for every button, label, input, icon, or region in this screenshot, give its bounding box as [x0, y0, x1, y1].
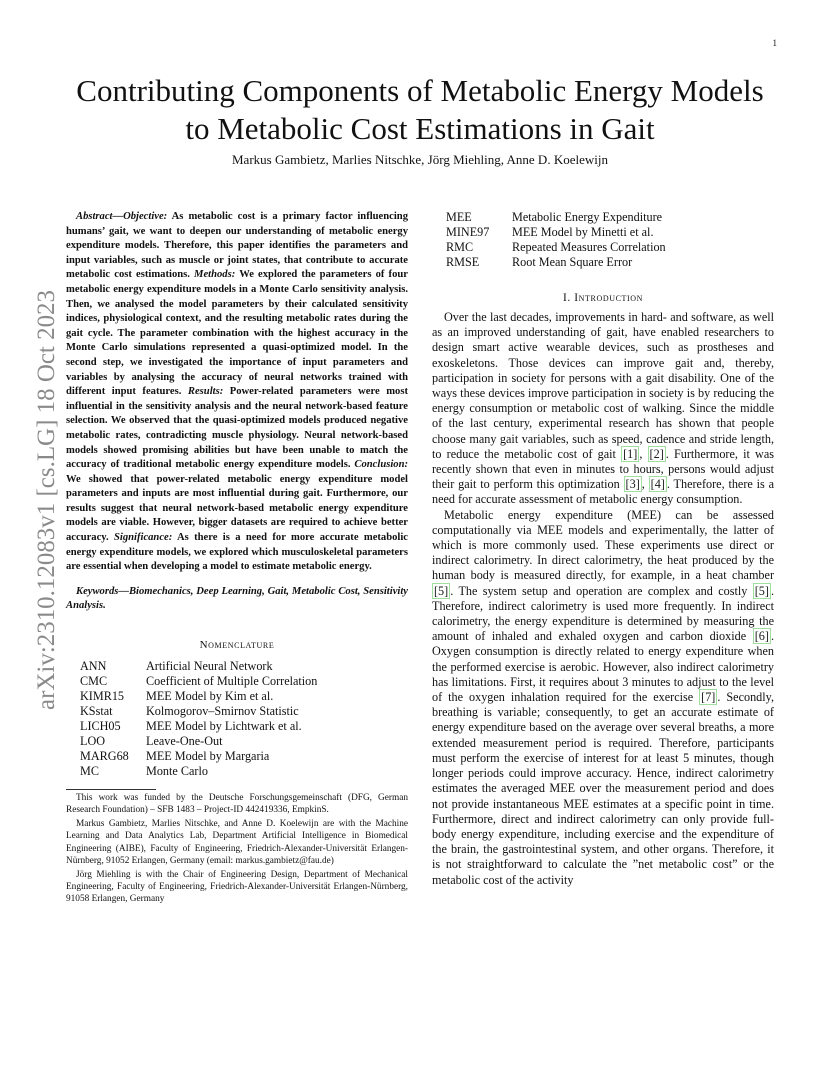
- intro-p2-text: . The system setup and operation are complex and costly: [450, 583, 753, 598]
- abstract-methods: We explored the parameters of four metabolic energy expenditure models in a Monte Carlo sensitivity analysis. Then, we analysed the model parameters by their calculated sensitivity indices, physiological context, and the resulting metabolic rates during the gait cycle. The parameter combination with the highest accuracy in the Monte Carlo simulations represented a quasi-optimized model. In the second step, we investigated the importance of input parameters and variables by analysing the accuracy of neural networks trained with different input features.: [66, 269, 408, 398]
- footnote-funding: This work was funded by the Deutsche Forschungsgemeinschaft (DFG, German Research Foundation) – SFB 1483 – Project-ID 442419336, EmpkinS.: [66, 792, 408, 816]
- paper-title: Contributing Components of Metabolic Energy Models to Metabolic Cost Estimations in Gait: [76, 73, 764, 146]
- nomenclature-def: Leave-One-Out: [146, 733, 223, 748]
- footnote-affiliation-2: Jörg Miehling is with the Chair of Engineering Design, Department of Mechanical Engineering, Faculty of Engineering, Friedrich-Alexander-Universität Erlangen-Nürnberg, 91058 Erlangen, Germany: [66, 870, 408, 905]
- nomenclature-row: [446, 255, 666, 270]
- nomenclature-def: Repeated Measures Correlation: [512, 240, 666, 254]
- nomenclature-row: [80, 704, 317, 719]
- abstract-objective: As metabolic cost is a primary factor influencing humans’ gait, we want to deepen our understanding of metabolic energy expenditure models. Therefore, this paper identifies the parameters and input variables, such as muscle or joint states, that contribute to accurate metabolic cost estimations.: [66, 211, 408, 281]
- abstract-conclusion-label: Conclusion:: [354, 459, 408, 471]
- nomenclature-abbr: KSstat: [80, 703, 113, 718]
- nomenclature-abbr: LOO: [80, 733, 106, 748]
- nomenclature-def: Coefficient of Multiple Correlation: [146, 673, 318, 688]
- nomenclature-abbr: MINE97: [446, 225, 490, 239]
- nomenclature-def: MEE Model by Margaria: [146, 748, 270, 763]
- citation-link[interactable]: [4]: [650, 477, 665, 492]
- citation-link[interactable]: [2]: [649, 446, 664, 461]
- citation-link[interactable]: [3]: [625, 477, 640, 492]
- abstract-methods-label: Methods:: [194, 269, 236, 281]
- intro-p1-text: ,: [641, 477, 649, 492]
- nomenclature-row: [446, 210, 666, 225]
- intro-p1-text: ,: [639, 446, 648, 461]
- citation-link[interactable]: [7]: [701, 690, 716, 705]
- nomenclature-def: Metabolic Energy Expenditure: [512, 210, 663, 224]
- citation-link[interactable]: [5]: [754, 583, 769, 598]
- citation-link[interactable]: [6]: [754, 629, 769, 644]
- nomenclature-abbr: CMC: [80, 673, 108, 688]
- nomenclature-abbr: ANN: [80, 658, 107, 673]
- abstract: [66, 210, 408, 575]
- nomenclature-def: Artificial Neural Network: [146, 658, 273, 673]
- right-column: [432, 210, 774, 888]
- left-column: [66, 210, 408, 906]
- keywords: Keywords—Biomechanics, Deep Learning, Gait, Metabolic Cost, Sensitivity Analysis.: [66, 585, 408, 611]
- intro-p1-text: . Therefore, there is a need for accurate assessment of metabolic energy consumption.: [432, 477, 775, 507]
- arxiv-stamp-svg: [14, 290, 74, 710]
- nomenclature-row: [80, 689, 317, 704]
- nomenclature-row: [80, 764, 317, 779]
- nomenclature-def: MEE Model by Lichtwark et al.: [146, 718, 302, 733]
- nomenclature-abbr: RMSE: [446, 255, 480, 269]
- nomenclature-row: [80, 719, 317, 734]
- nomenclature-abbr: MC: [80, 763, 99, 778]
- section-heading-introduction: I. Introduction: [562, 292, 644, 304]
- nomenclature-abbr: LICH05: [80, 718, 121, 733]
- intro-paragraph-2: [432, 508, 774, 888]
- nomenclature-def: Monte Carlo: [146, 763, 208, 778]
- nomenclature-abbr: RMC: [446, 240, 474, 254]
- arxiv-stamp-text: arXiv:2310.12083v1 [cs.LG] 18 Oct 2023: [33, 290, 60, 710]
- abstract-conclusion: We showed that power-related metabolic energy expenditure model parameters and inputs are most influential during gait. Furthermore, our results suggest that neural network-based metabolic energy expenditure models are viable. However, bigger datasets are required to achieve better accuracy.: [66, 473, 408, 544]
- nomenclature-row: [446, 240, 666, 255]
- footnote-rule: [66, 789, 156, 790]
- nomenclature-def: MEE Model by Kim et al.: [146, 688, 274, 703]
- abstract-results: Power-related parameters were most influential in the sensitivity analysis and the neural network-based feature selection. We observed that the quasi-optimized models produced negative metabolic rates, contradicting muscle physiology. Neural network-based models showed promising abilities but have been unable to match the accuracy of traditional metabolic energy expenditure models.: [66, 386, 408, 471]
- nomenclature-table-right: [446, 210, 666, 270]
- abstract-significance: As there is a need for more accurate metabolic energy expenditure models, we explored which musculoskeletal parameters are essential when developing a model to estimate metabolic energy.: [66, 532, 408, 573]
- abstract-lead: Abstract—Objective:: [76, 211, 168, 222]
- nomenclature-row: [80, 749, 317, 764]
- nomenclature-row: [446, 225, 666, 240]
- intro-p2-text: . Therefore, indirect calorimetry is used more frequently. In indirect calorimetry, the energy expenditure is determined by measuring the amount of inhaled and exhaled oxygen and carbon dioxide: [432, 583, 774, 644]
- abstract-results-label: Results:: [187, 386, 224, 398]
- intro-paragraph-1: [432, 310, 774, 508]
- nomenclature-heading: Nomenclature: [199, 638, 275, 651]
- intro-p1-text: . Furthermore, it was recently shown that even in minutes to hours, persons would adjust their gait to perform this optimization: [432, 446, 774, 492]
- page-number: 1: [772, 38, 777, 48]
- intro-p2-text: . Secondly, breathing is variable; consequently, to get an accurate estimate of energy expenditure based on the average over several breaths, a more extended measurement period is required. Therefore, participants must perform the exercise of interest for at least 5 minutes, though longer periods could improve accuracy. Hence, indirect calorimetry estimates the averaged MEE over the measurement period and does not provide instantaneous MEE estimates at a specific point in time. Furthermore, direct and indirect calorimetry can only provide full-body energy expenditure, including exercise and the expenditure of the brain, the gastrointestinal system, and other organs. Therefore, it is not straightforward to calculate the ”net metabolic cost” or the metabolic cost of the activity: [432, 690, 774, 887]
- arxiv-side-stamp: [14, 290, 74, 710]
- nomenclature-def: MEE Model by Minetti et al.: [512, 225, 654, 239]
- nomenclature-table-left: [80, 659, 317, 779]
- citation-link[interactable]: [5]: [434, 583, 449, 598]
- nomenclature-row: [80, 734, 317, 749]
- abstract-significance-label: Significance:: [114, 532, 173, 544]
- footnote-affiliation: Markus Gambietz, Marlies Nitschke, and Anne D. Koelewijn are with the Machine Learning and Data Analytics Lab, Department Artificial Intelligence in Biomedical Engineering (AIBE), Faculty of Engineering, Friedrich-Alexander-Universität Erlangen-Nürnberg, 91052 Erlangen, Germany (email: markus.gambietz@fau.de): [66, 819, 408, 866]
- nomenclature-row: [80, 659, 317, 674]
- nomenclature-def: Root Mean Square Error: [512, 255, 633, 269]
- intro-p2-text: . Oxygen consumption is directly related to energy expenditure when the performed exercise is aerobic. However, also indirect calorimetry has limitations. First, it requires about 3 minutes to adjust to the level of the oxygen inhalation required for the exercise: [432, 629, 774, 705]
- nomenclature-row: [80, 674, 317, 689]
- nomenclature-abbr: MEE: [446, 210, 472, 224]
- nomenclature-def: Kolmogorov–Smirnov Statistic: [146, 703, 299, 718]
- intro-p2-text: Metabolic energy expenditure (MEE) can be assessed computationally via MEE models and experimentally, the latter of which is more commonly used. These experiments use direct or indirect calorimetry. In direct calorimetry, the heat produced by the human body is measured directly, for example, in a heat chamber: [432, 507, 774, 583]
- paper-authors: Markus Gambietz, Marlies Nitschke, Jörg Miehling, Anne D. Koelewijn: [232, 152, 608, 167]
- nomenclature-abbr: KIMR15: [80, 688, 125, 703]
- intro-p1-text: Over the last decades, improvements in hard- and software, as well as an improved understanding of gait, have enabled researchers to design smart active wearable devices, such as prostheses and exoskeletons. Those devices can improve gait and, thereby, participation in society for persons with a gait disability. One of the ways these devices improve participation in society is by reducing the energy consumption or metabolic cost of walking. Since the middle of the last century, experimental research has shown that people choose many gait variables, such as speed, cadence and stride length, to reduce the metabolic cost of gait: [432, 310, 774, 461]
- citation-link[interactable]: [1]: [623, 446, 638, 461]
- nomenclature-abbr: MARG68: [80, 748, 129, 763]
